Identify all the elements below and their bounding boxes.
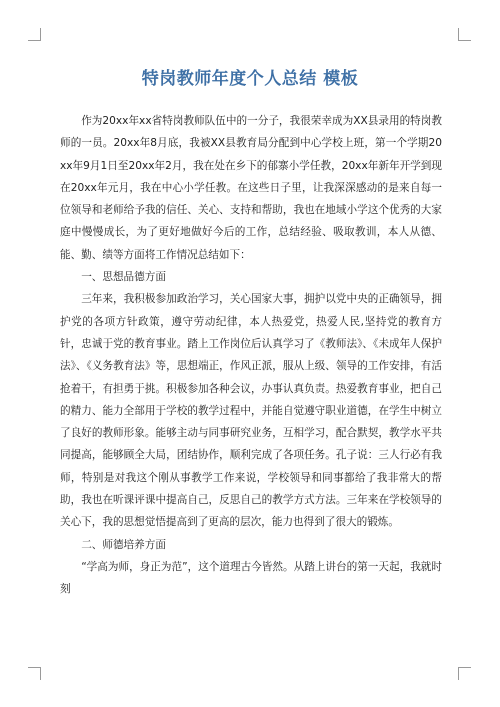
ethics-paragraph: “学高为师，身正为范”，这个道理古今皆然。从踏上讲台的第一天起，我就时刻 [60,560,442,596]
document-title: 特岗教师年度个人总结 模板 [141,69,359,89]
intro-paragraph: 作为20xx年xx省特岗教师队伍中的一分子，我很荣幸成为XX县录用的特岗教师的一员。20xx年8月底，我被XX县教育局分配到中心学校上班，第一个学期20xx年9月1日至20xx年2月，我在处在乡下的郁寨小学任教，20xx年新年开学到现在20xx年元月，我在中心小学任教。在这些日子里，让我深深感动的是来自每一位领导和老师给予我的信任、关心、支持和帮助，我也在地域小学这个优秀的大家庭中慢慢成长，为了更好地做好今后的工作，总结经验、吸取教训，本人从德、能、勤、绩等方面将工作情况总结如下： [60,115,442,261]
ideology-paragraph: 三年来，我积极参加政治学习，关心国家大事，拥护以党中央的正确领导，拥护党的各项方针政策，遵守劳动纪律，本人热爱党，热爱人民,坚持党的教育方针，忠诚于党的教育事业。踏上工作岗位后认真学习了《教师法》、《未成年人保护法》、《义务教育法》等，思想端正，作风正派，服从上级、领导的工作安排，有活抢着干，有担勇于挑。积极参加各种会议，办事认真负责。热爱教育事业，把自己的精力、能力全部用于学校的教学过程中，并能自觉遵守职业道德，在学生中树立了良好的教师形象。能够主动与同事研究业务，互相学习，配合默契，教学水平共同提高，能够顾全大局，团结协作，顺利完成了各项任务。孔子说：三人行必有我师，特别是对我这个刚从事教学工作来说，学校领导和同事都给了我非常大的帮助，我也在听课评课中提高自己，反思自己的教学方式方法。三年来在学校领导的关心下，我的思想觉悟提高到了更高的层次，能力也得到了很大的锻炼。 [60,293,442,529]
document-body [60,110,442,700]
section-heading-ideology: 一、思想品德方面 [81,271,166,284]
page-corner-mark-bottom-right [458,667,471,680]
page-corner-mark-top-right [458,28,471,41]
page-corner-mark-top-left [28,28,41,41]
page-corner-mark-bottom-left [28,667,41,680]
section-heading-ethics: 二、师德培养方面 [81,538,166,551]
